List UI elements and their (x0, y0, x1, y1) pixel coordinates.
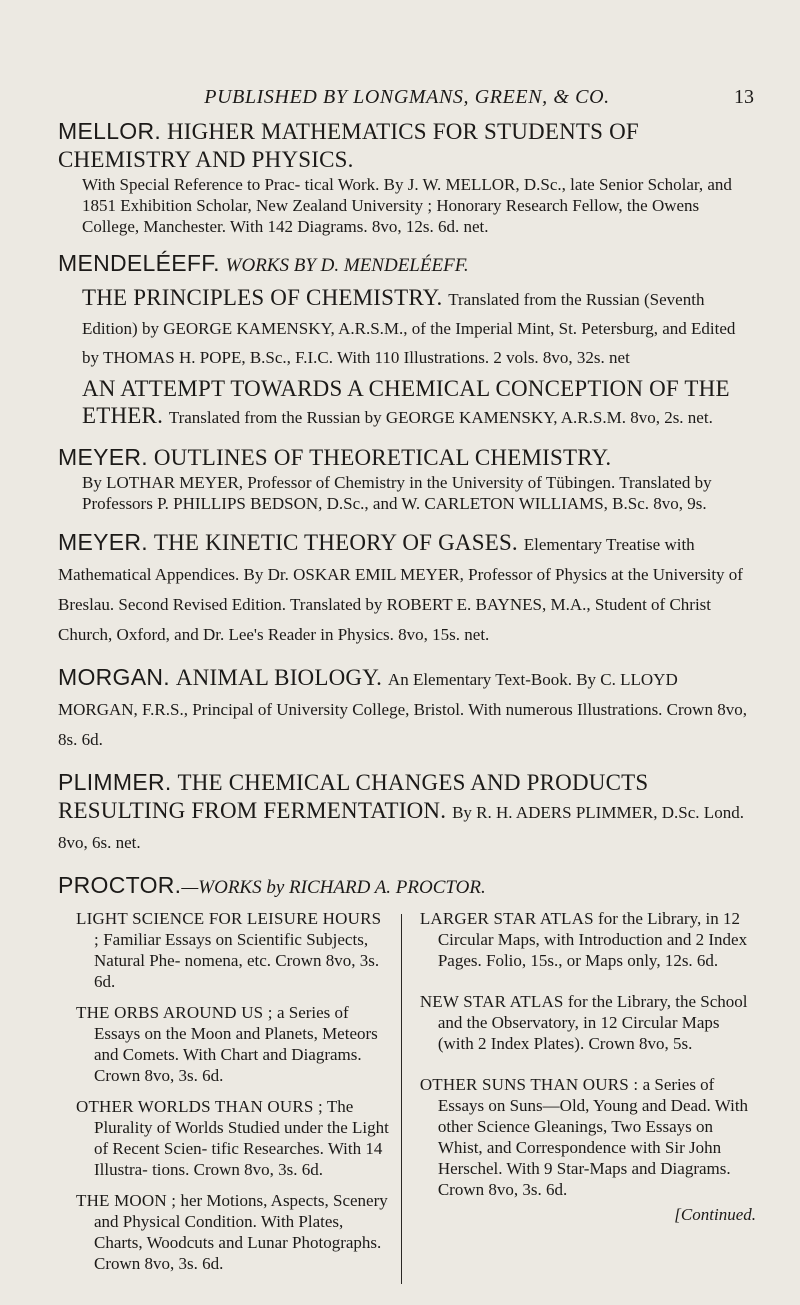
catalogue-entry (58, 528, 756, 649)
entry-author: PLIMMER. (58, 769, 172, 795)
list-item (420, 1074, 756, 1200)
work-title: AN ATTEMPT TOWARDS A CHEMICAL CONCEPTION OF THE ETHER. (82, 376, 730, 428)
left-column (58, 908, 389, 1284)
running-head-title: PUBLISHED BY LONGMANS, GREEN, & CO. (204, 86, 610, 108)
entry-author: MORGAN. (58, 664, 170, 690)
work-description: Translated from the Russian (Seventh Edition) by GEORGE KAMENSKY, A.R.S.M., of the Imperial Mint, St. Petersburg, and Edited by THOMAS H. POPE, B.Sc., F.I.C. With 110 Illustrations. 2 vols. 8vo, 32s. net (82, 290, 736, 367)
entry-author: MELLOR. (58, 118, 162, 144)
entry-author: MEYER. (58, 529, 148, 555)
work-description: Familiar Essays on Scientific Subjects, Natural Phe- nomena, etc. Crown 8vo, 3s. 6d. (94, 930, 380, 991)
catalogue-entry (58, 663, 756, 754)
work-description: for the Library, in 12 Circular Maps, with Introduction and 2 Index Pages. Folio, 15s., or Maps only, 12s. 6d. (437, 909, 748, 970)
list-item (76, 1190, 389, 1274)
catalogue-content (58, 117, 756, 1284)
list-item (76, 908, 389, 992)
entry-description: By R. H. ADERS PLIMMER, D.Sc. Lond. 8vo, 6s. net. (58, 803, 744, 852)
work-description: a Series of Essays on Suns—Old, Young and Dead. With other Science Gleanings, Two Essays on Whist, and Correspondence with Sir John Herschel. With 9 Star-Maps and Diagrams. Crown 8vo, 3s. 6d. (437, 1075, 749, 1199)
list-item (420, 991, 756, 1054)
work-description: Translated from the Russian by GEORGE KAMENSKY, A.R.S.M. 8vo, 2s. net. (168, 408, 713, 427)
two-column-list (58, 908, 756, 1284)
entry-description: Elementary Treatise with Mathematical Appendices. By Dr. OSKAR EMIL MEYER, Professor of Physics at the University of Breslau. Second Revised Edition. Translated by ROBERT E. BAYNES, M.A., Student of Christ Church, Oxford, and Dr. Lee's Reader in Physics. 8vo, 15s. net. (58, 535, 743, 644)
work-description: a Series of Essays on the Moon and Planets, Meteors and Comets. With Chart and Diagrams. Crown 8vo, 3s. 6d. (94, 1003, 378, 1085)
work-title: THE MOON ; (76, 1191, 177, 1210)
continued-note: [Continued. (674, 1205, 756, 1224)
catalogue-entry (58, 117, 756, 237)
work-title: LARGER STAR ATLAS (419, 909, 594, 928)
entry-description: With Special Reference to Prac- tical Work. By J. W. MELLOR, D.Sc., late Senior Scholar, and 1851 Exhibition Scholar, New Zealand University ; Honorary Research Fellow, the Owens College, Manchester. With 142 Diagrams. 8vo, 12s. 6d. net. (82, 175, 732, 236)
entry-description: An Elementary Text-Book. By C. LLOYD MORGAN, F.R.S., Principal of University College, Bristol. With numerous Illustrations. Crown 8vo, 8s. 6d. (58, 670, 747, 749)
catalogue-entry (58, 443, 756, 514)
work-title: THE ORBS AROUND US ; (76, 1003, 273, 1022)
work-description: for the Library, the School and the Observatory, in 12 Circular Maps (with 2 Index Plates). Crown 8vo, 5s. (437, 992, 748, 1053)
work-title: OTHER SUNS THAN OURS : (419, 1075, 639, 1094)
entry-author: PROCTOR. (58, 872, 182, 898)
catalogue-entry (58, 249, 756, 431)
entry-title: THE KINETIC THEORY OF GASES. (153, 530, 518, 555)
entry-title: ANIMAL BIOLOGY. (175, 665, 383, 690)
page-number: 13 (734, 86, 754, 108)
entry-author: MENDELÉEFF. (58, 250, 220, 276)
work-title: OTHER WORLDS THAN OURS ; (76, 1097, 323, 1116)
works-heading: —WORKS by RICHARD A. PROCTOR. (181, 877, 486, 898)
right-column (402, 908, 756, 1284)
work-item (58, 284, 756, 371)
list-item (420, 908, 756, 971)
work-title: LIGHT SCIENCE FOR LEISURE HOURS ; (76, 909, 382, 949)
running-head (58, 86, 756, 110)
work-description: The Plurality of Worlds Studied under the Light of Recent Scien- tific Researches. With 14 Illustra- tions. Crown 8vo, 3s. 6d. (94, 1097, 389, 1179)
entry-author: MEYER. (58, 444, 148, 470)
catalogue-entry (58, 768, 756, 857)
list-item (76, 1096, 389, 1180)
work-title: NEW STAR ATLAS (419, 992, 564, 1011)
catalogue-entry-proctor (58, 871, 756, 1284)
entry-title: HIGHER MATHEMATICS FOR STUDENTS OF CHEMISTRY AND PHYSICS. (58, 119, 639, 172)
entry-title: THE CHEMICAL CHANGES AND PRODUCTS RESULTING FROM FERMENTATION. (58, 770, 649, 823)
entry-description: By LOTHAR MEYER, Professor of Chemistry in the University of Tübingen. Translated by Professors P. PHILLIPS BEDSON, D.Sc., and W. CARLETON WILLIAMS, B.Sc. 8vo, 9s. (82, 473, 712, 513)
work-title: THE PRINCIPLES OF CHEMISTRY. (82, 285, 443, 310)
work-description: her Motions, Aspects, Scenery and Physical Condition. With Plates, Charts, Woodcuts and Lunar Photographs. Crown 8vo, 3s. 6d. (94, 1191, 388, 1273)
entry-title: OUTLINES OF THEORETICAL CHEMISTRY. (153, 445, 612, 470)
works-heading: WORKS BY D. MENDELÉEFF. (225, 255, 469, 276)
list-item (76, 1002, 389, 1086)
work-item (58, 375, 756, 431)
